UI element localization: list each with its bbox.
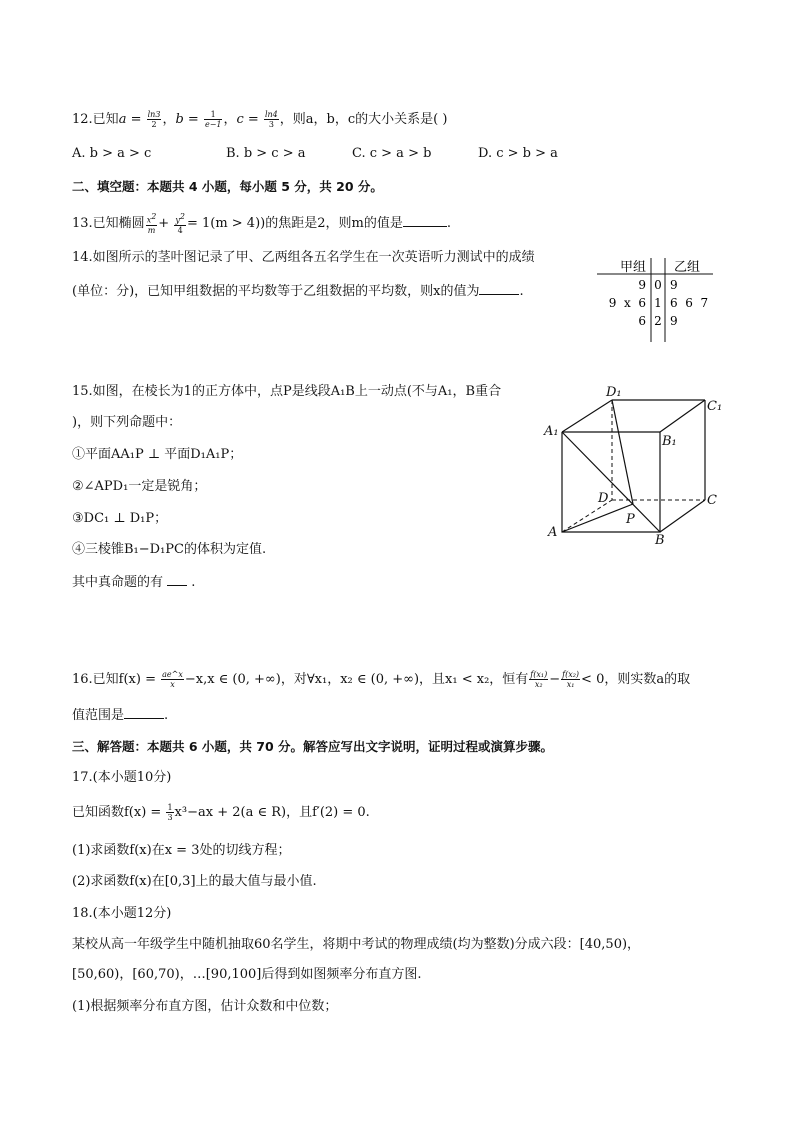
q12-option-b: B. b > c > a: [226, 146, 306, 161]
segment-a1b: [562, 432, 660, 532]
q15-item-3: ③DC₁ ⊥ D₁P；: [72, 511, 168, 526]
stem-row-1-left: 9: [638, 278, 646, 292]
q17-part-2: (2)求函数f(x)在[0,3]上的最大值与最小值.: [72, 874, 317, 889]
stem-row-2-right: 6 6 7: [670, 296, 709, 310]
q18-line-2: [50,60)，[60,70)，…[90,100]后得到如图频率分布直方图.: [72, 967, 422, 982]
a-fraction: $\frac{\ln 3}{2}$: [147, 110, 161, 129]
stem-row-2-left: 9 x 6: [608, 296, 646, 310]
q16-main-fraction: $\frac{ae\^{}x}{x}$: [162, 670, 183, 689]
label-b: B: [655, 533, 665, 547]
c-fraction: $\frac{\ln 4}{3}$: [264, 110, 278, 129]
q17-part-1: (1)求函数f(x)在x = 3处的切线方程；: [72, 843, 291, 858]
label-a1: A₁: [544, 424, 559, 439]
label-d: D: [598, 491, 609, 506]
label-b1: B₁: [662, 434, 677, 449]
q14-line-2: (单位：分)，已知甲组数据的平均数等于乙组数据的平均数，则x的值为 .: [72, 284, 524, 299]
segment-ap: [562, 504, 633, 532]
label-c1: C₁: [707, 399, 723, 414]
stem-row-3-right: 9: [670, 314, 678, 328]
ellipse-x-term: $\frac{x^2}{m}$: [146, 212, 157, 235]
q13-answer-blank[interactable]: [403, 214, 447, 227]
label-a: A: [548, 525, 558, 540]
q17-header: 17.(本小题10分): [72, 770, 172, 785]
q18-header: 18.(本小题12分): [72, 906, 172, 921]
one-third-fraction: $\frac{1}{3}$: [167, 803, 173, 822]
stem-row-3-left: 6: [638, 314, 646, 328]
q16-answer-blank[interactable]: [124, 706, 164, 719]
q15-item-2: ②∠APD₁一定是锐角；: [72, 479, 207, 494]
q12-prefix: 12.已知: [72, 112, 119, 127]
q18-part-1: (1)根据频率分布直方图，估计众数和中位数；: [72, 999, 338, 1014]
q16-line-1: 16.已知f(x) = $\frac{ae\^{}x}{x}$ −x,x ∈ (0, +∞)，对∀x₁，x₂ ∈ (0, +∞)，且x₁ < x₂，恒有 $\frac{\text{f(x₁)}}{\text{x₂}}$ − $\frac{\text{f(x₂)}}{\text{x₁}}$ < 0，则实数a的取: [72, 670, 691, 689]
section-2-heading: 二、填空题：本题共 4 小题，每小题 5 分，共 20 分。: [72, 179, 383, 194]
q12-stem: 12.已知a = $\frac{\ln 3}{2}$ ，b = $\frac{1}{e-1}$ ，c = $\frac{\ln 4}{3}$ ，则a，b，c的大小关系是( ): [72, 110, 448, 129]
q16-frac-1: $\frac{\text{f(x₁)}}{\text{x₂}}$: [530, 670, 548, 689]
q15-line-1: 15.如图，在棱长为1的正方体中，点P是线段A₁B上一动点(不与A₁，B重合: [72, 384, 502, 399]
stem-row-2-stem: 1: [654, 296, 662, 310]
q13-stem: 13.已知椭圆 $\frac{x^2}{m}$ + $\frac{y^2}{4}$ = 1(m > 4))的焦距是2，则m的值是 .: [72, 212, 451, 235]
stem-row-1-stem: 0: [654, 278, 662, 292]
stem-left-header: 甲组: [619, 260, 647, 275]
stem-row-3-stem: 2: [654, 314, 662, 328]
q15-ask: 其中真命题的有 .: [72, 575, 196, 590]
stem-right-header: 乙组: [673, 260, 701, 275]
q14-answer-blank[interactable]: [479, 282, 519, 295]
q12-suffix: ，则a，b，c的大小关系是( ): [279, 112, 448, 127]
stem-row-1-right: 9: [670, 278, 678, 292]
label-d1: D₁: [606, 385, 622, 400]
q17-statement: 已知函数f(x) = $\frac{1}{3}$ x³−ax + 2(a ∈ R)，且f′(2) = 0.: [72, 803, 370, 822]
ellipse-y-term: $\frac{y^2}{4}$: [175, 212, 185, 235]
q16-line-2: 值范围是 .: [72, 708, 169, 723]
q18-line-1: 某校从高一年级学生中随机抽取60名学生，将期中考试的物理成绩(均为整数)分成六段：[40,50)，: [72, 937, 641, 952]
label-c: C: [707, 493, 717, 508]
q12-option-c: C. c > a > b: [352, 146, 432, 161]
b-fraction: $\frac{1}{e-1}$: [204, 110, 222, 129]
segment-d1p: [612, 400, 633, 504]
q15-item-4: ④三棱锥B₁−D₁PC的体积为定值.: [72, 542, 267, 557]
q15-answer-blank[interactable]: [167, 573, 187, 586]
label-p: P: [626, 512, 635, 527]
stem-leaf-plot: [595, 256, 715, 346]
cube-diagram: [540, 382, 730, 547]
q12-option-a: A. b > a > c: [72, 146, 152, 161]
q14-line-1: 14.如图所示的茎叶图记录了甲、乙两组各五名学生在一次英语听力测试中的成绩: [72, 250, 535, 265]
q16-frac-2: $\frac{\text{f(x₂)}}{\text{x₁}}$: [562, 670, 580, 689]
section-3-heading: 三、解答题：本题共 6 小题，共 70 分。解答应写出文字说明，证明过程或演算步骤。: [72, 739, 554, 754]
q12-option-d: D. c > b > a: [478, 146, 558, 161]
q15-item-1: ①平面AA₁P ⊥ 平面D₁A₁P；: [72, 447, 243, 462]
q15-line-2: )，则下列命题中：: [72, 415, 182, 430]
